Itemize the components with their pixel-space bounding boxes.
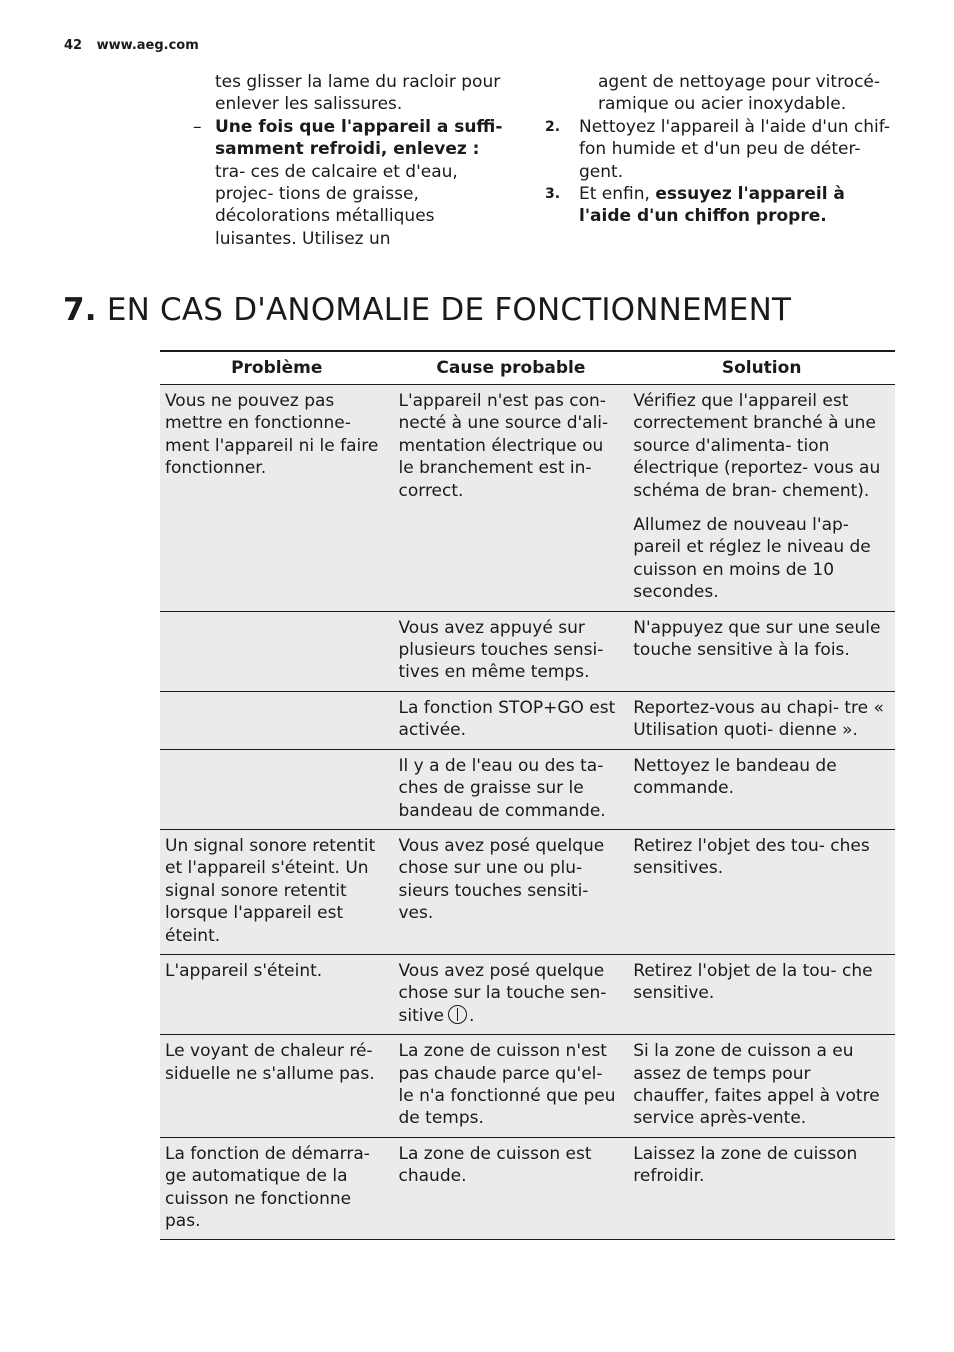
page-header — [64, 38, 209, 53]
dash-item-bold: Une fois que l'appareil a suffi- samment refroidi, enlevez : — [215, 116, 503, 160]
step-number: 3. — [545, 186, 561, 203]
table-row — [160, 829, 895, 954]
cell-problem — [160, 691, 394, 749]
cell-solution: Retirez l'objet des tou- ches sensitives. — [628, 829, 895, 954]
table-row — [160, 611, 895, 691]
dash-item-text: tra- ces de calcaire et d'eau, projec- tions de graisse, décolorations métalliques luisantes. Utilisez un — [215, 161, 458, 249]
cell-cause: Vous avez appuyé sur plusieurs touches sensi- tives en même temps. — [394, 611, 629, 691]
cell-solution: Nettoyez le bandeau de commande. — [628, 749, 895, 829]
right-continuation: agent de nettoyage pour vitrocé- ramique ou acier inoxydable. — [598, 72, 881, 115]
cell-cause: La zone de cuisson n'est pas chaude parce qu'el- le n'a fonctionné que peu de temps. — [394, 1035, 629, 1138]
cell-cause: L'appareil n'est pas con- necté à une source d'ali- mentation électrique ou le branchement est in- correct. — [394, 385, 629, 510]
step-number: 2. — [545, 118, 561, 135]
on-off-icon — [448, 1005, 467, 1024]
cell-cause — [394, 509, 629, 611]
section-number: 7. — [63, 292, 97, 328]
table-row — [160, 509, 895, 611]
section-title-text: EN CAS D'ANOMALIE DE FONCTIONNEMENT — [106, 292, 792, 328]
cell-problem: Le voyant de chaleur ré- siduelle ne s'allume pas. — [160, 1035, 394, 1138]
right-column — [545, 71, 900, 228]
dash-list-item — [193, 116, 515, 250]
section-title — [63, 292, 791, 328]
troubleshooting-table — [160, 350, 895, 1240]
table-row — [160, 1137, 895, 1240]
table-header-row — [160, 351, 895, 385]
cell-problem: La fonction de démarra- ge automatique de la cuisson ne fonctionne pas. — [160, 1137, 394, 1240]
step-text: Et enfin, — [579, 184, 656, 205]
table-row — [160, 691, 895, 749]
left-continuation: tes glisser la lame du racloir pour enlever les salissures. — [215, 72, 501, 115]
table-row — [160, 385, 895, 510]
step-text-bold: essuyez l'appareil à l'aide d'un chiffon propre. — [579, 184, 845, 227]
cell-problem — [160, 509, 394, 611]
cell-problem: L'appareil s'éteint. — [160, 954, 394, 1034]
cell-cause: La fonction STOP+GO est activée. — [394, 691, 629, 749]
header-cause: Cause probable — [394, 351, 629, 385]
table-row — [160, 954, 895, 1034]
cell-solution: Allumez de nouveau l'ap- pareil et réglez le niveau de cuisson en moins de 10 secondes. — [628, 509, 895, 611]
cell-solution: Vérifiez que l'appareil est correctement branché à une source d'alimenta- tion électrique (reportez- vous au schéma de bran- chement). — [628, 385, 895, 510]
cell-problem: Un signal sonore retentit et l'appareil s'éteint. Un signal sonore retentit lorsque l'appareil est éteint. — [160, 829, 394, 954]
cell-cause: La zone de cuisson est chaude. — [394, 1137, 629, 1240]
cell-cause: Vous avez posé quelque chose sur une ou plu- sieurs touches sensiti- ves. — [394, 829, 629, 954]
cell-cause-text: Vous avez posé quelque chose sur la touche sen- sitive — [398, 960, 607, 1026]
left-column — [193, 71, 515, 250]
table-row — [160, 1035, 895, 1138]
table-row — [160, 749, 895, 829]
cell-solution: Reportez-vous au chapi- tre « Utilisation quoti- dienne ». — [628, 691, 895, 749]
cell-cause: Il y a de l'eau ou des ta- ches de graisse sur le bandeau de commande. — [394, 749, 629, 829]
cell-problem: Vous ne pouvez pas mettre en fonctionne- ment l'appareil ni le faire fonctionner. — [160, 385, 394, 510]
page-number: 42 — [64, 38, 83, 53]
step-3 — [545, 183, 900, 228]
cell-cause-suffix: . — [469, 1005, 475, 1026]
cell-solution: Laissez la zone de cuisson refroidir. — [628, 1137, 895, 1240]
cell-solution: Retirez l'objet de la tou- che sensitive. — [628, 954, 895, 1034]
step-text: Nettoyez l'appareil à l'aide d'un chif- fon humide et d'un peu de déter- gent. — [579, 116, 890, 182]
header-solution: Solution — [628, 351, 895, 385]
cell-solution: Si la zone de cuisson a eu assez de temps pour chauffer, faites appel à votre service après-vente. — [628, 1035, 895, 1138]
step-2 — [545, 116, 900, 183]
cell-problem — [160, 611, 394, 691]
cell-solution: N'appuyez que sur une seule touche sensitive à la fois. — [628, 611, 895, 691]
site-url: www.aeg.com — [96, 38, 199, 53]
cell-cause — [394, 954, 629, 1034]
cell-problem — [160, 749, 394, 829]
header-problem: Problème — [160, 351, 394, 385]
dash-marker: – — [193, 116, 202, 137]
